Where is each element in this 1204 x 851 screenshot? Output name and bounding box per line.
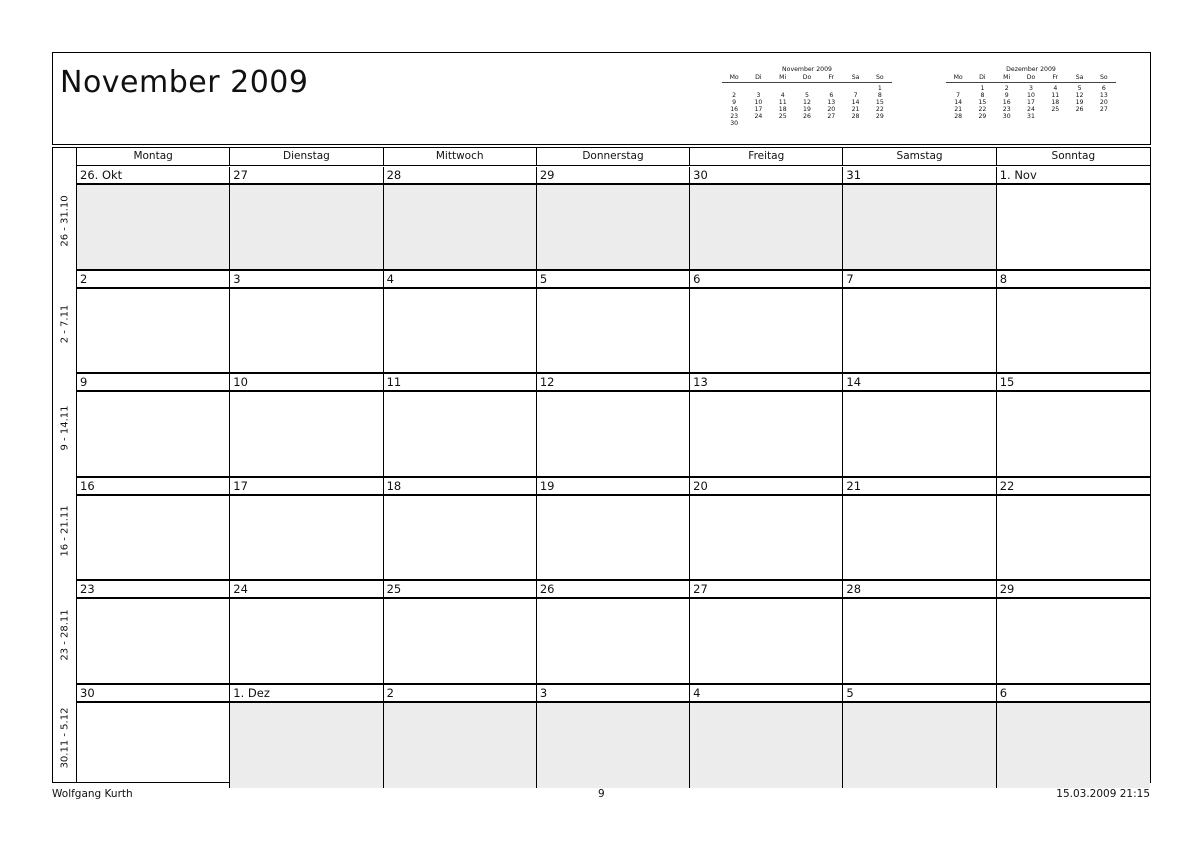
day-cell[interactable]: [384, 478, 537, 581]
mini-calendar-day: 14: [954, 99, 963, 106]
day-notes-area[interactable]: [77, 703, 229, 788]
day-cell[interactable]: [537, 271, 690, 374]
mini-calendar-day: [946, 85, 970, 92]
day-notes-area[interactable]: [384, 289, 536, 374]
weekday-header: Montag: [77, 148, 230, 165]
mini-calendar-day: 26: [1075, 106, 1084, 113]
day-number: 5: [843, 685, 995, 703]
mini-calendar-day: 5: [805, 92, 809, 99]
mini-calendar-day: [722, 85, 746, 92]
week-row: [77, 685, 1150, 788]
day-notes-area[interactable]: [384, 703, 536, 788]
day-cell[interactable]: [843, 167, 996, 270]
day-notes-area[interactable]: [690, 289, 842, 374]
mini-calendar-weekday: So: [1099, 74, 1108, 81]
mini-calendar-day: 25: [1051, 106, 1060, 113]
weekday-header: Freitag: [690, 148, 843, 165]
weekday-header: Samstag: [843, 148, 996, 165]
day-notes-area[interactable]: [843, 496, 995, 581]
mini-calendar-day: 7: [956, 92, 961, 99]
mini-calendar-day: 10: [1027, 92, 1035, 99]
day-number: 3: [230, 271, 382, 289]
day-number: 27: [690, 581, 842, 599]
mini-calendar-day: 10: [754, 99, 763, 106]
week-range-label: [53, 583, 76, 686]
day-notes-area[interactable]: [690, 599, 842, 684]
mini-calendar-day: 11: [778, 99, 787, 106]
mini-calendar-day: 17: [1027, 99, 1035, 106]
day-notes-area[interactable]: [230, 289, 382, 374]
mini-calendar-weekday: Di: [755, 74, 762, 81]
mini-calendar-day: 17: [754, 106, 763, 113]
mini-calendar-november: [722, 66, 892, 127]
day-number: 31: [843, 167, 995, 185]
day-cell[interactable]: [77, 581, 230, 684]
day-notes-area[interactable]: [997, 703, 1150, 788]
day-number: 16: [77, 478, 229, 496]
mini-calendar-day: [746, 85, 770, 92]
mini-calendar-day: 25: [778, 113, 787, 120]
day-number: 30: [690, 167, 842, 185]
day-number: 7: [843, 271, 995, 289]
day-number: 18: [384, 478, 536, 496]
day-notes-area[interactable]: [77, 496, 229, 581]
day-cell[interactable]: [230, 478, 383, 581]
day-cell[interactable]: [537, 581, 690, 684]
day-notes-area[interactable]: [690, 496, 842, 581]
mini-calendar-weekday: Mo: [729, 74, 739, 81]
mini-calendar-day: 4: [1053, 85, 1058, 92]
mini-calendar-weekday: Sa: [851, 74, 860, 81]
week-row: [77, 167, 1150, 270]
day-number: 10: [230, 374, 382, 392]
mini-calendar-day: 14: [851, 99, 860, 106]
day-number: 26: [537, 581, 689, 599]
mini-calendar-weekday: Mi: [779, 74, 787, 81]
day-cell[interactable]: [843, 581, 996, 684]
mini-calendar-weekday-row: [946, 74, 1116, 83]
calendar-header: [52, 52, 1151, 145]
mini-calendar-day: 30: [1002, 113, 1011, 120]
mini-calendar-day: [746, 120, 770, 127]
day-cell[interactable]: [230, 685, 383, 788]
day-number: 5: [537, 271, 689, 289]
week-range-text: 26 - 31.10: [59, 194, 70, 247]
day-cell[interactable]: [997, 581, 1150, 684]
mini-calendar-title: Dezember 2009: [1006, 66, 1056, 73]
mini-calendar-day: [795, 120, 819, 127]
day-cell[interactable]: [537, 685, 690, 788]
page-title: November 2009: [60, 65, 309, 100]
day-number: 24: [230, 581, 382, 599]
week-range-label: [53, 687, 76, 790]
mini-calendar-day: 13: [827, 99, 836, 106]
mini-calendar-day: 29: [875, 113, 884, 120]
weekday-header: Dienstag: [230, 148, 383, 165]
day-cell[interactable]: [230, 167, 383, 270]
day-number: 9: [77, 374, 229, 392]
mini-calendar-day: 15: [978, 99, 987, 106]
mini-calendar-day: 26: [803, 113, 811, 120]
day-notes-area[interactable]: [230, 703, 382, 788]
mini-calendar-weekday: Fr: [1052, 74, 1059, 81]
mini-calendar-day: 31: [1027, 113, 1035, 120]
day-number: 19: [537, 478, 689, 496]
day-notes-area[interactable]: [537, 599, 689, 684]
day-cell[interactable]: [384, 685, 537, 788]
mini-calendar-day: 29: [978, 113, 987, 120]
mini-calendar-day: 5: [1077, 85, 1082, 92]
week-row: [77, 581, 1150, 684]
day-cell[interactable]: [384, 167, 537, 270]
day-notes-area[interactable]: [384, 392, 536, 477]
mini-calendar-day: 22: [875, 106, 884, 113]
week-range-text: 30.11 - 5.12: [59, 707, 70, 769]
weekday-header: Mittwoch: [384, 148, 537, 165]
mini-calendar-weekday: Sa: [1075, 74, 1084, 81]
mini-calendar-day: 9: [1004, 92, 1009, 99]
day-number: 25: [384, 581, 536, 599]
day-cell[interactable]: [843, 271, 996, 374]
mini-calendar-day: 8: [877, 92, 882, 99]
mini-calendar-day: 15: [875, 99, 884, 106]
mini-calendar-day: 23: [730, 113, 739, 120]
mini-calendar-day: 6: [1101, 85, 1106, 92]
mini-calendar-day: 11: [1051, 92, 1060, 99]
week-label-column: [53, 148, 77, 782]
week-range-text: 16 - 21.11: [59, 505, 70, 557]
day-number: 8: [997, 271, 1150, 289]
day-number: 6: [690, 271, 842, 289]
mini-calendar-day: 23: [1002, 106, 1011, 113]
week-range-text: 23 - 28.11: [59, 608, 70, 661]
day-number: 2: [77, 271, 229, 289]
mini-calendar-day: 30: [730, 120, 739, 127]
week-range-text: 2 - 7.11: [59, 304, 70, 344]
mini-calendar-weekday: Di: [979, 74, 986, 81]
day-notes-area[interactable]: [384, 496, 536, 581]
day-cell[interactable]: [77, 478, 230, 581]
mini-calendar-day: 19: [803, 106, 811, 113]
mini-calendar-day: 4: [780, 92, 785, 99]
mini-calendar-day: [1092, 113, 1116, 120]
mini-calendar-day: 2: [1004, 85, 1009, 92]
day-notes-area[interactable]: [537, 289, 689, 374]
day-notes-area[interactable]: [997, 496, 1150, 581]
mini-calendar-day: 18: [778, 106, 787, 113]
footer-page-number: 9: [598, 788, 605, 800]
day-notes-area[interactable]: [384, 599, 536, 684]
mini-calendar-day: 24: [754, 113, 763, 120]
mini-calendar-day: [843, 85, 867, 92]
day-number: 4: [384, 271, 536, 289]
day-cell[interactable]: [537, 374, 690, 477]
day-notes-area[interactable]: [537, 392, 689, 477]
mini-calendar-day: 19: [1075, 99, 1084, 106]
day-notes-area[interactable]: [843, 392, 995, 477]
day-cell[interactable]: [77, 685, 230, 788]
day-cell[interactable]: [384, 271, 537, 374]
mini-calendar-days: [946, 85, 1116, 120]
day-notes-area[interactable]: [230, 392, 382, 477]
day-number: 21: [843, 478, 995, 496]
day-number: 2: [384, 685, 536, 703]
day-notes-area[interactable]: [843, 289, 995, 374]
day-notes-area[interactable]: [537, 185, 689, 270]
day-number: 12: [537, 374, 689, 392]
mini-calendar-day: [1043, 113, 1067, 120]
day-notes-area[interactable]: [997, 289, 1150, 374]
mini-calendar-day: 1: [877, 85, 882, 92]
mini-calendar-december: [946, 66, 1116, 120]
day-cell[interactable]: [690, 271, 843, 374]
week-range-text: 9 - 14.11: [59, 405, 70, 450]
mini-calendar-day: 8: [980, 92, 985, 99]
day-cell[interactable]: [997, 271, 1150, 374]
day-notes-area[interactable]: [77, 289, 229, 374]
day-cell[interactable]: [690, 478, 843, 581]
day-number: 30: [77, 685, 229, 703]
day-number: 23: [77, 581, 229, 599]
day-cell[interactable]: [997, 374, 1150, 477]
day-number: 29: [997, 581, 1150, 599]
mini-calendar-day: [843, 120, 867, 127]
mini-calendar-day: 18: [1051, 99, 1060, 106]
day-number: 27: [230, 167, 382, 185]
day-notes-area[interactable]: [230, 599, 382, 684]
mini-calendar-day: 27: [827, 113, 836, 120]
mini-calendar-title: November 2009: [782, 66, 832, 73]
day-notes-area[interactable]: [230, 185, 382, 270]
mini-calendar-day: [868, 120, 892, 127]
mini-calendar-weekday-row: [722, 74, 892, 83]
mini-calendar-day: 6: [829, 92, 834, 99]
day-cell[interactable]: [843, 685, 996, 788]
week-range-label: [53, 480, 76, 583]
day-notes-area[interactable]: [230, 496, 382, 581]
mini-calendar-day: 3: [1029, 85, 1033, 92]
day-cell[interactable]: [77, 374, 230, 477]
weekday-header: Donnerstag: [537, 148, 690, 165]
mini-calendar-day: [795, 85, 819, 92]
mini-calendar-day: 3: [756, 92, 761, 99]
day-number: 15: [997, 374, 1150, 392]
mini-calendar-day: 21: [851, 106, 860, 113]
footer-timestamp: 15.03.2009 21:15: [1056, 788, 1150, 800]
day-number: 17: [230, 478, 382, 496]
day-notes-area[interactable]: [537, 703, 689, 788]
day-number: 26. Okt: [77, 167, 229, 185]
day-cell[interactable]: [230, 581, 383, 684]
footer-author: Wolfgang Kurth: [52, 788, 133, 800]
mini-calendar-weekday: Mo: [953, 74, 963, 81]
day-number: 11: [384, 374, 536, 392]
day-cell[interactable]: [384, 374, 537, 477]
day-notes-area[interactable]: [997, 599, 1150, 684]
mini-calendar-day: 13: [1099, 92, 1108, 99]
week-row: [77, 271, 1150, 374]
day-number: 6: [997, 685, 1150, 703]
weekday-header-row: [77, 148, 1150, 166]
day-cell[interactable]: [537, 478, 690, 581]
mini-calendar-day: 2: [732, 92, 737, 99]
day-number: 28: [843, 581, 995, 599]
mini-calendar-weekday: Fr: [828, 74, 835, 81]
mini-calendar-day: 16: [730, 106, 739, 113]
day-cell[interactable]: [384, 581, 537, 684]
week-row: [77, 374, 1150, 477]
mini-calendar-day: 9: [732, 99, 737, 106]
mini-calendar-day: 22: [978, 106, 987, 113]
week-row: [77, 478, 1150, 581]
mini-calendar-weekday: Do: [1026, 74, 1036, 81]
mini-calendar-day: [1067, 113, 1091, 120]
day-number: 3: [537, 685, 689, 703]
mini-calendar-day: 12: [1075, 92, 1084, 99]
mini-calendar-day: 7: [853, 92, 858, 99]
days-area: [77, 148, 1150, 782]
mini-calendar-day: 1: [980, 85, 985, 92]
day-notes-area[interactable]: [843, 703, 995, 788]
day-number: 29: [537, 167, 689, 185]
day-notes-area[interactable]: [997, 185, 1150, 270]
day-notes-area[interactable]: [690, 185, 842, 270]
mini-calendar-day: 21: [954, 106, 963, 113]
mini-calendar-day: 28: [851, 113, 860, 120]
day-cell[interactable]: [997, 167, 1150, 270]
day-cell[interactable]: [843, 478, 996, 581]
day-notes-area[interactable]: [843, 599, 995, 684]
day-number: 14: [843, 374, 995, 392]
day-notes-area[interactable]: [997, 392, 1150, 477]
mini-calendar-day: 20: [1099, 99, 1108, 106]
mini-calendar-weekday: Do: [802, 74, 812, 81]
day-number: 22: [997, 478, 1150, 496]
day-number: 1. Nov: [997, 167, 1150, 185]
day-notes-area[interactable]: [77, 392, 229, 477]
mini-calendar-day: 27: [1099, 106, 1108, 113]
day-number: 20: [690, 478, 842, 496]
day-cell[interactable]: [537, 167, 690, 270]
mini-calendar-days: [722, 85, 892, 127]
day-number: 28: [384, 167, 536, 185]
mini-calendar-day: 28: [954, 113, 963, 120]
mini-calendar-day: 12: [803, 99, 811, 106]
day-notes-area[interactable]: [690, 703, 842, 788]
weekday-header: Sonntag: [1051, 150, 1096, 162]
mini-calendar-weekday: Mi: [1003, 74, 1011, 81]
mini-calendar-day: [819, 85, 843, 92]
month-calendar-grid: [52, 147, 1151, 783]
mini-calendar-day: 16: [1002, 99, 1011, 106]
mini-calendar-day: [771, 120, 795, 127]
day-number: 1. Dez: [230, 685, 382, 703]
day-notes-area[interactable]: [77, 185, 229, 270]
day-cell[interactable]: [690, 167, 843, 270]
week-range-label: [53, 273, 76, 376]
mini-calendar-weekday: So: [875, 74, 884, 81]
day-notes-area[interactable]: [537, 496, 689, 581]
day-number: 4: [690, 685, 842, 703]
day-cell[interactable]: [230, 271, 383, 374]
mini-calendar-day: 24: [1027, 106, 1035, 113]
day-notes-area[interactable]: [690, 392, 842, 477]
day-cell[interactable]: [690, 581, 843, 684]
day-cell[interactable]: [77, 167, 230, 270]
day-cell[interactable]: [997, 685, 1150, 788]
mini-calendar-day: [819, 120, 843, 127]
day-cell[interactable]: [997, 478, 1150, 581]
day-notes-area[interactable]: [843, 185, 995, 270]
mini-calendar-day: 20: [827, 106, 836, 113]
day-notes-area[interactable]: [77, 599, 229, 684]
day-cell[interactable]: [77, 271, 230, 374]
day-cell[interactable]: [843, 374, 996, 477]
day-number: 13: [690, 374, 842, 392]
week-range-label: [53, 376, 76, 479]
week-range-label: [53, 169, 76, 272]
day-cell[interactable]: [690, 374, 843, 477]
mini-calendar-day: [771, 85, 795, 92]
day-cell[interactable]: [230, 374, 383, 477]
day-cell[interactable]: [690, 685, 843, 788]
day-notes-area[interactable]: [384, 185, 536, 270]
